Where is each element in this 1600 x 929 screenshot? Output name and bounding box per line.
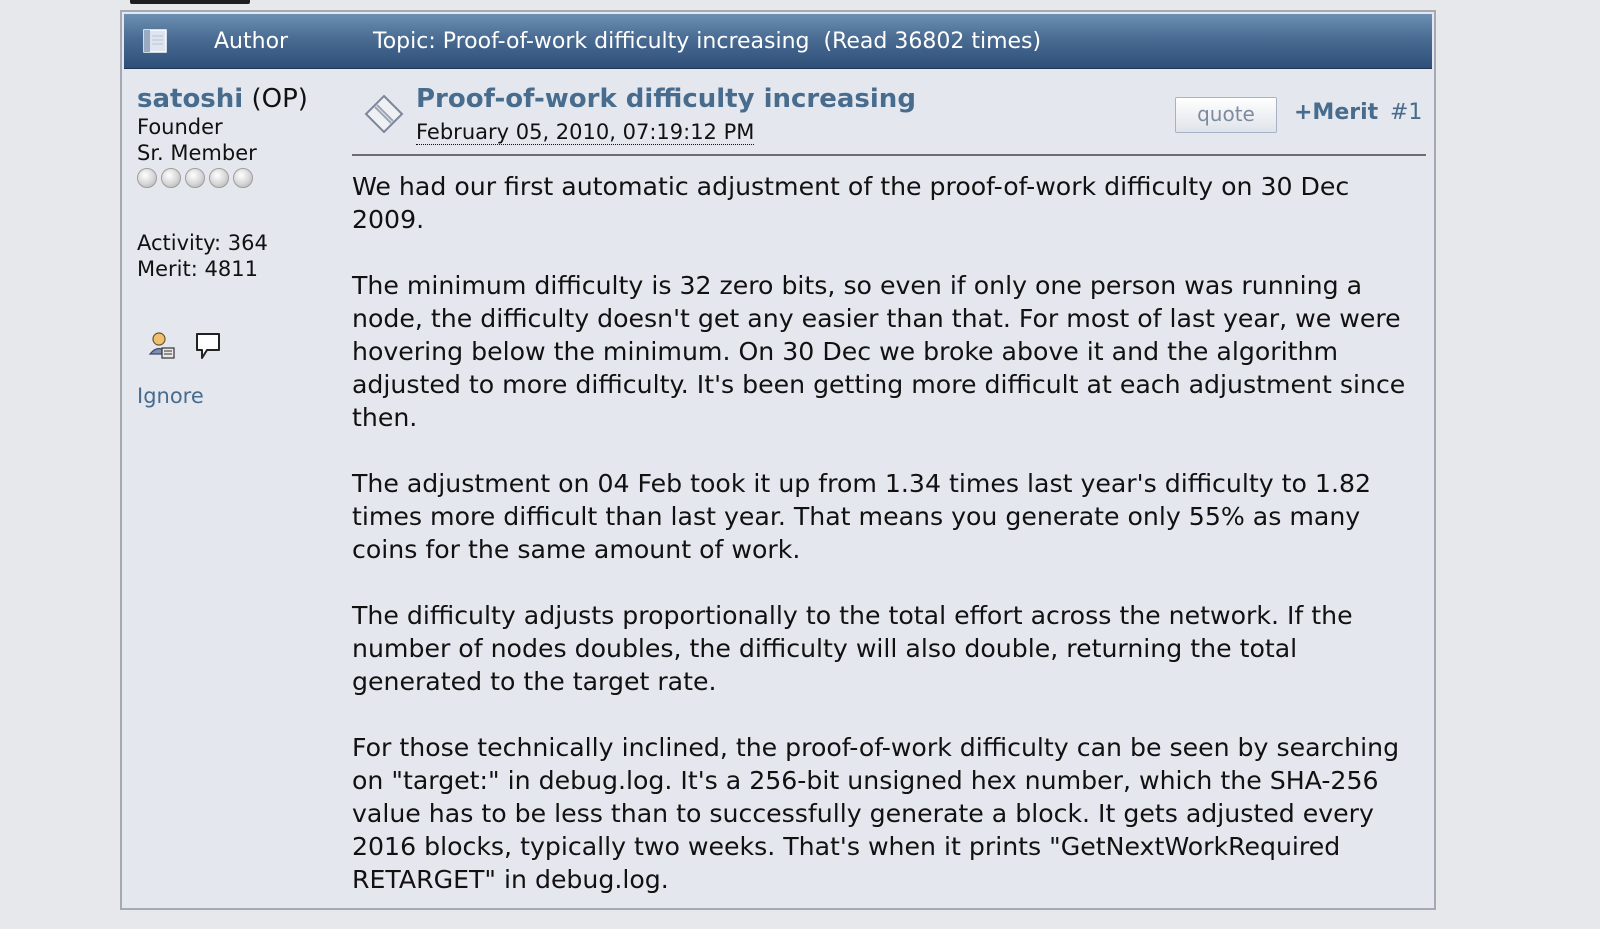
- star-icon: [161, 168, 181, 188]
- username-row: [137, 84, 337, 114]
- post-paragraph: For those technically inclined, the proof-of-work difficulty can be seen by searching on "target:" in debug.log. It's a 256-bit unsigned hex number, which the SHA-256 value has to be less than to successfully generate a block. It gets adjusted every 2016 blocks, typically two weeks. That's when it prints "GetNextWorkRequired RETARGET" in debug.log.: [352, 733, 1400, 894]
- message-number-link[interactable]: #1: [1390, 100, 1423, 125]
- post-body: [352, 156, 1426, 896]
- post-tag-icon: [362, 92, 406, 136]
- star-icon: [185, 168, 205, 188]
- activity-count: Activity: 364: [137, 231, 268, 255]
- rank-founder: Founder: [137, 115, 223, 139]
- rank-stars: [137, 168, 337, 192]
- post-content: [352, 84, 1426, 929]
- username-link[interactable]: satoshi: [137, 84, 244, 114]
- star-icon: [137, 168, 157, 188]
- post-paragraph: The difficulty adjusts proportionally to the total effort across the network. If the number of nodes doubles, the difficulty will also double, returning the total generated to the target rate.: [352, 601, 1353, 696]
- poster-info: [137, 84, 337, 408]
- post-paragraph: The adjustment on 04 Feb took it up from 1.34 times last year's difficulty to 1.82 times more difficult than last year. That means you generate only 55% as many coins for the same amount of work.: [352, 469, 1372, 564]
- poster-stats: [137, 230, 337, 282]
- document-icon: [142, 28, 168, 54]
- op-tag: (OP): [251, 84, 308, 114]
- topic-title: Topic: Proof-of-work difficulty increasing (Read 36802 times): [373, 29, 1042, 54]
- post-header: [352, 84, 1426, 156]
- rank-member: Sr. Member: [137, 141, 257, 165]
- post-date: February 05, 2010, 07:19:12 PM: [416, 120, 755, 144]
- ignore-link[interactable]: Ignore: [137, 384, 204, 408]
- post-paragraph: We had our first automatic adjustment of the proof-of-work difficulty on 30 Dec 2009.: [352, 172, 1350, 234]
- top-strip: [130, 0, 250, 4]
- profile-icon[interactable]: [147, 330, 177, 362]
- merit-count: Merit: 4811: [137, 257, 258, 281]
- star-icon: [209, 168, 229, 188]
- forum-post-frame: [120, 10, 1436, 910]
- post-title-link[interactable]: Proof-of-work difficulty increasing: [416, 84, 916, 114]
- star-icon: [233, 168, 253, 188]
- message-icon[interactable]: [193, 330, 223, 362]
- topic-header: [124, 14, 1432, 69]
- poster-actions: [137, 328, 337, 364]
- author-column-label: Author: [214, 29, 289, 54]
- post-paragraph: The minimum difficulty is 32 zero bits, so even if only one person was running a node, the difficulty doesn't get any easier than that. For most of last year, we were hovering below the minimum. On 30 Dec we broke above it and the algorithm adjusted to more difficulty. It's been getting more difficult at each adjustment since then.: [352, 271, 1406, 432]
- merit-button[interactable]: +Merit: [1294, 100, 1379, 125]
- quote-button[interactable]: quote: [1175, 97, 1277, 133]
